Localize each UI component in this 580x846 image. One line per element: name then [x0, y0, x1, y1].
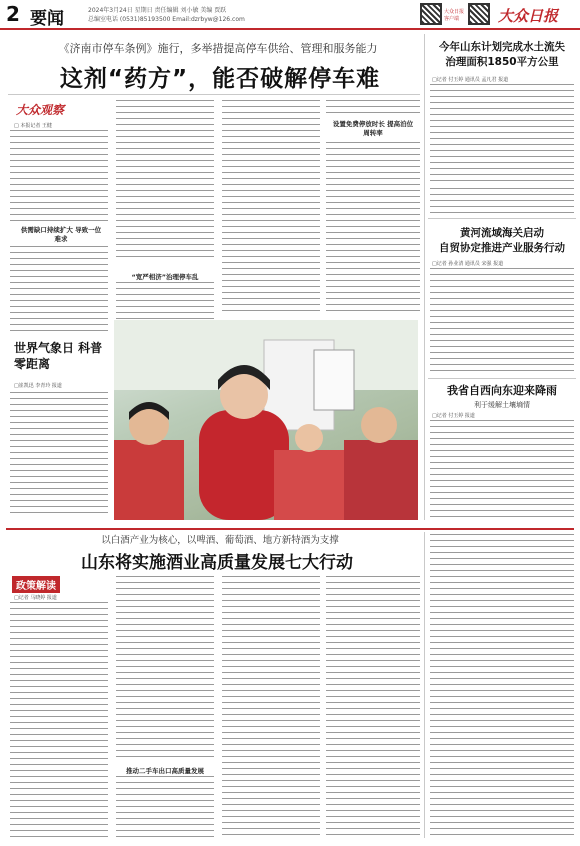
lead-body-column	[116, 100, 214, 262]
headline-line: 今年山东计划完成水土流失	[439, 41, 565, 53]
right-low-subhead: 利于缓解土壤墒情	[474, 401, 530, 409]
lead-body-column	[326, 100, 420, 118]
column-rule	[424, 532, 425, 838]
column-rule	[424, 34, 425, 520]
lead-body-column	[10, 246, 108, 334]
qr-label: 大众日报 客户端	[444, 9, 465, 22]
right-low-body	[430, 420, 574, 520]
right-top-byline: □记者 付玉婷 通讯员 孟凡君 报道	[432, 77, 509, 83]
lead-subhead: 设置免费停放时长 提高泊位周转率	[332, 120, 414, 137]
right-top-headline	[428, 40, 576, 70]
qr-code-icon[interactable]	[468, 3, 490, 25]
lead-byline: □ 本报记者 王健	[14, 123, 52, 129]
page-number: 2	[6, 2, 20, 26]
qr-code-icon[interactable]	[420, 3, 442, 25]
lead-headline: 这剂“药方”，能否破解停车难	[59, 66, 381, 92]
caption-title-text: 世界气象日 科普零距离	[14, 341, 103, 371]
headline-line: 黄河流域海关启动	[460, 227, 544, 239]
bottom-body-column	[222, 576, 320, 838]
lead-subhead: “宽严相济”治理停车乱	[131, 273, 199, 281]
divider	[8, 94, 420, 95]
bottom-body-column	[116, 776, 214, 838]
photo-scene	[114, 320, 418, 520]
lead-kicker: 《济南市停车条例》施行，多举措提高停车供给、管理和服务能力	[58, 42, 378, 55]
bottom-body-column	[326, 576, 420, 838]
headline-line: 自贸协定推进产业服务行动	[439, 242, 565, 254]
paper-logo: 大众日报	[498, 7, 559, 25]
lead-body-column	[222, 100, 320, 316]
bottom-byline: □记者 马晓婷 报道	[14, 595, 57, 601]
photo-caption-title	[14, 340, 108, 372]
right-low-headline: 我省自西向东迎来降雨	[447, 384, 557, 397]
bottom-kicker: 以白酒产业为核心，以啤酒、葡萄酒、地方新特酒为支撑	[101, 535, 339, 546]
right-mid-byline: □记者 孙业清 通讯员 宋强 报道	[432, 261, 504, 267]
right-mid-body	[430, 268, 574, 374]
issue-meta-line: 2024年3月24日 星期日 责任编辑 刘小敏 美编 贾跃	[88, 7, 227, 14]
right-low-byline: □记者 付玉婷 报道	[432, 413, 475, 419]
bottom-body-column	[10, 602, 108, 838]
bottom-right-body	[430, 534, 574, 838]
divider	[428, 218, 576, 219]
section-divider	[6, 528, 574, 530]
issue-meta-line: 总编室电话 (0531)85193500 Email:dzrbyw@126.com	[88, 16, 245, 23]
lead-subhead: 供需缺口持续扩大 导致一位难求	[20, 226, 102, 243]
bottom-headline: 山东将实施酒业高质量发展七大行动	[81, 553, 353, 573]
lead-body-column	[326, 142, 420, 316]
masthead	[0, 0, 580, 30]
headline-line: 治理面积1850平方公里	[445, 56, 559, 68]
photo-caption-byline: □崔凯迅 李青玲 报道	[14, 383, 62, 389]
right-top-body	[430, 84, 574, 184]
issue-meta	[88, 6, 245, 24]
bottom-subhead: 推动二手车出口高质量发展	[126, 767, 204, 775]
lead-body-column	[10, 130, 108, 222]
right-top-body	[430, 188, 574, 214]
policy-tag: 政策解读	[12, 576, 60, 593]
right-mid-headline	[428, 226, 576, 256]
bottom-body-column	[116, 576, 214, 760]
divider	[428, 378, 576, 379]
column-tag: 大众观察	[16, 103, 65, 117]
section-title: 要闻	[30, 9, 64, 29]
photo-caption-body	[10, 392, 108, 516]
news-photo[interactable]	[114, 320, 418, 520]
